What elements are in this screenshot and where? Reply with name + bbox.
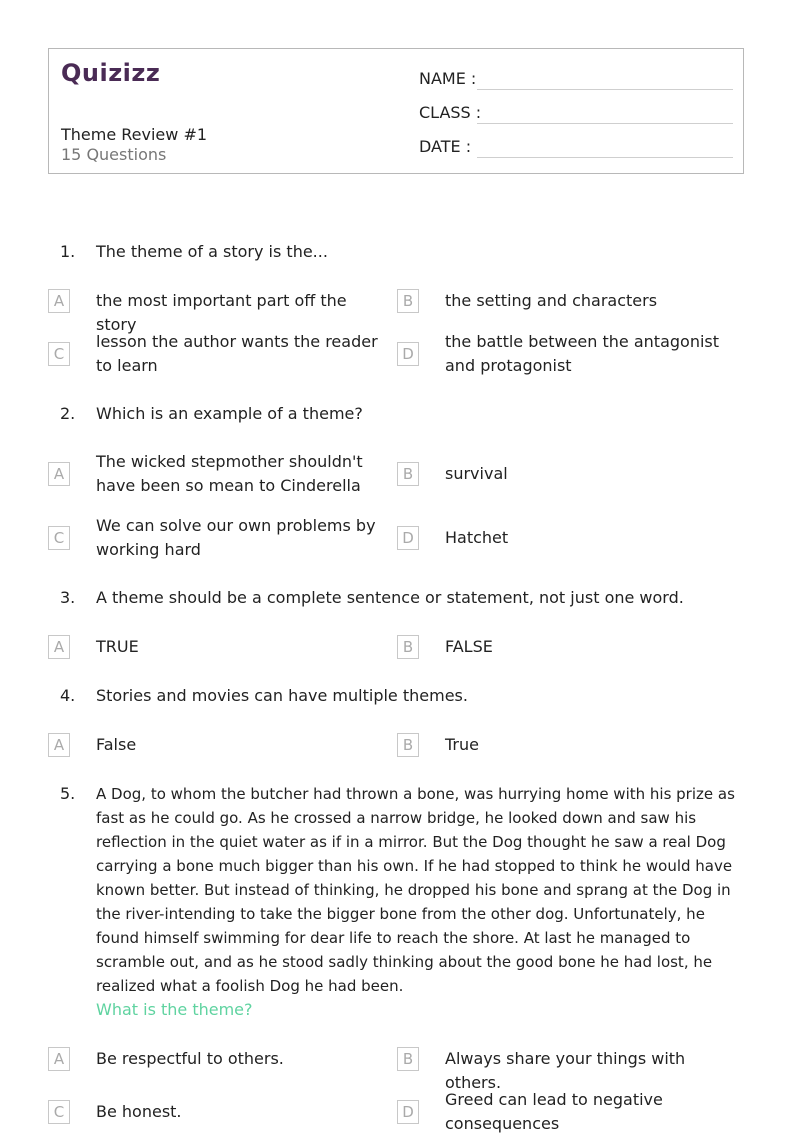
question-number: 4. (60, 686, 76, 705)
question-passage: A Dog, to whom the butcher had thrown a bone, was hurrying home with his prize as fast as he could go. As he crossed a narrow bridge, he looked down and saw his reflection in the quiet water as if in a mirror. But the Dog thought he saw a real Dog carrying a bone much bigger than his own. If he had stopped to think he would have known better. But instead of thinking, he dropped his bone and sprang at the Dog in the river-intending to take the bigger bone from the other dog. Unfortunately, he found himself swimming for dear life to reach the shore. At last he managed to scramble out, and as he stood sadly thinking about the good bone he had lost, he realized what a foolish Dog he had been. (96, 785, 735, 995)
option-a-text: The wicked stepmother shouldn't have been so mean to Cinderella (96, 452, 363, 495)
question-text: Stories and movies can have multiple themes. (96, 686, 468, 705)
option-d-box[interactable]: D (397, 1100, 419, 1124)
option-a-box[interactable]: A (48, 635, 70, 659)
class-line[interactable] (477, 123, 733, 124)
option-d-text: Hatchet (445, 528, 509, 547)
date-line[interactable] (477, 157, 733, 158)
option-b-text: the setting and characters (445, 291, 658, 310)
option-b-text: Always share your things with others. (445, 1049, 686, 1092)
option-a-text: Be respectful to others. (96, 1049, 284, 1068)
worksheet-header (48, 48, 744, 174)
option-b-box[interactable]: B (397, 462, 419, 486)
name-label: NAME : (419, 69, 477, 88)
question-number: 5. (60, 784, 76, 803)
option-a-text: False (96, 735, 137, 754)
option-c-box[interactable]: C (48, 1100, 70, 1124)
option-d-text: Greed can lead to negative consequences (445, 1090, 663, 1133)
name-line[interactable] (477, 89, 733, 90)
option-b-text: FALSE (445, 637, 493, 656)
date-label: DATE : (419, 137, 472, 156)
option-a-box[interactable]: A (48, 462, 70, 486)
question-count: 15 Questions (61, 145, 167, 164)
option-a-text: TRUE (96, 637, 139, 656)
option-d-text: the battle between the antagonist and protagonist (445, 332, 720, 375)
option-c-box[interactable]: C (48, 342, 70, 366)
question-text: Which is an example of a theme? (96, 404, 363, 423)
question-number: 2. (60, 404, 76, 423)
option-a-text: the most important part off the story (96, 291, 347, 334)
worksheet-title: Theme Review #1 (61, 125, 208, 144)
option-c-text: Be honest. (96, 1102, 182, 1121)
option-c-text: We can solve our own problems by working hard (96, 516, 376, 559)
option-d-box[interactable]: D (397, 526, 419, 550)
question-prompt: What is the theme? (96, 1000, 253, 1019)
option-a-box[interactable]: A (48, 733, 70, 757)
option-b-text: True (445, 735, 479, 754)
option-c-box[interactable]: C (48, 526, 70, 550)
question-text: A theme should be a complete sentence or statement, not just one word. (96, 588, 684, 607)
option-b-box[interactable]: B (397, 635, 419, 659)
option-b-text: survival (445, 464, 508, 483)
option-b-box[interactable]: B (397, 733, 419, 757)
option-c-text: lesson the author wants the reader to learn (96, 332, 378, 375)
option-b-box[interactable]: B (397, 1047, 419, 1071)
quizizz-logo: Quizizz (61, 59, 161, 87)
option-a-box[interactable]: A (48, 289, 70, 313)
class-label: CLASS : (419, 103, 482, 122)
option-a-box[interactable]: A (48, 1047, 70, 1071)
question-text: The theme of a story is the... (96, 242, 328, 261)
question-number: 3. (60, 588, 76, 607)
question-number: 1. (60, 242, 76, 261)
option-b-box[interactable]: B (397, 289, 419, 313)
option-d-box[interactable]: D (397, 342, 419, 366)
